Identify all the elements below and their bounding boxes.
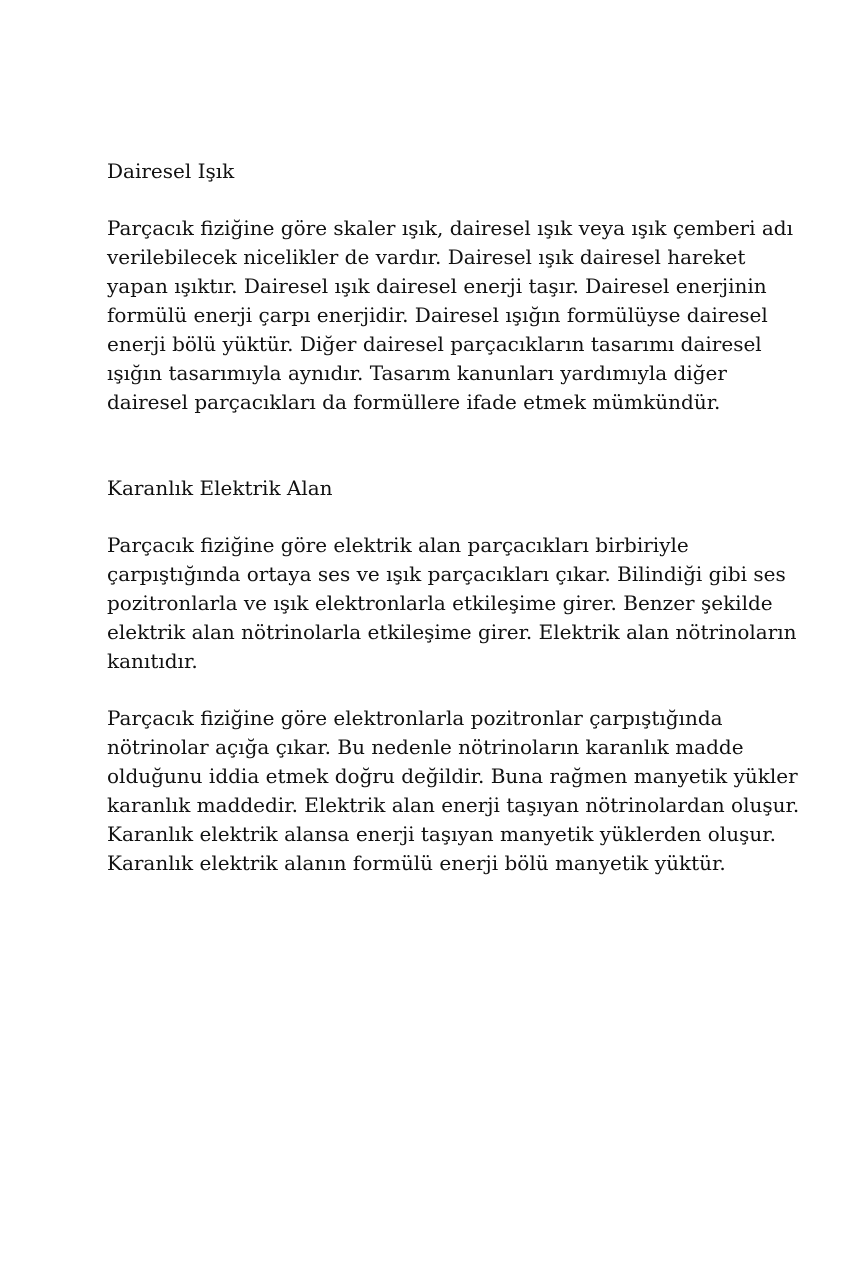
section-heading: Dairesel Işık xyxy=(107,159,235,183)
document-page xyxy=(107,157,807,878)
section-dairesel-isik xyxy=(107,157,807,417)
section-karanlik-elektrik-alan xyxy=(107,474,807,878)
section-paragraph: Parçacık fiziğine göre elektrik alan parçacıkları birbiriyle çarpıştığında ortaya ses ve ışık parçacıkları çıkar. Bilindiği gibi ses pozitronlarla ve ışık elektronlarla etkileşime girer. Benzer şekilde elektrik alan nötrinolarla etkileşime girer. Elektrik alan nötrinoların kanıtıdır. xyxy=(107,533,797,673)
section-heading: Karanlık Elektrik Alan xyxy=(107,476,333,500)
section-paragraph: Parçacık fiziğine göre skaler ışık, dairesel ışık veya ışık çemberi adı verilebilecek nicelikler de vardır. Dairesel ışık dairesel hareket yapan ışıktır. Dairesel ışık dairesel enerji taşır. Dairesel enerjinin formülü enerji çarpı enerjidir. Dairesel ışığın formülüyse dairesel enerji bölü yüktür. Diğer dairesel parçacıkların tasarımı dairesel ışığın tasarımıyla aynıdır. Tasarım kanunları yardımıyla diğer dairesel parçacıkları da formüllere ifade etmek mümkündür. xyxy=(107,216,793,414)
section-paragraph: Parçacık fiziğine göre elektronlarla pozitronlar çarpıştığında nötrinolar açığa çıkar. Bu nedenle nötrinoların karanlık madde olduğunu iddia etmek doğru değildir. Buna rağmen manyetik yükler karanlık maddedir. Elektrik alan enerji taşıyan nötrinolardan oluşur. Karanlık elektrik alansa enerji taşıyan manyetik yüklerden oluşur. Karanlık elektrik alanın formülü enerji bölü manyetik yüktür. xyxy=(107,706,800,875)
